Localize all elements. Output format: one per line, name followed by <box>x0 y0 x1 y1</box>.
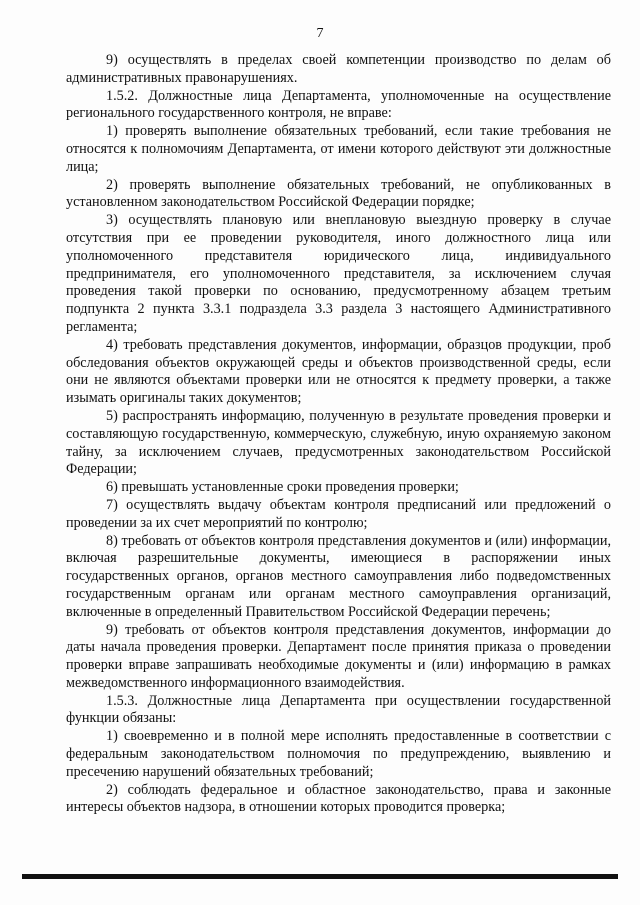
paragraph: 8) требовать от объектов контроля представления документов и (или) информации, включая разрешительные документы, имеющиеся в распоряжении иных государственных органов, органов местного самоуправления либо подведомственных государственным органам или органам местного самоуправления организаций, включенные в определенный Правительством Российской Федерации перечень; <box>66 532 611 620</box>
paragraph: 3) осуществлять плановую или внеплановую выездную проверку в случае отсутствия при ее проведении руководителя, иного должностного лица или уполномоченного представителя юридического лица, индивидуального предпринимателя, его уполномоченного представителя, за исключением случая проведения такой проверки по основанию, предусмотренному абзацем третьим подпункта 2 пункта 3.3.1 подраздела 3.3 раздела 3 настоящего Административного регламента; <box>66 212 611 335</box>
paragraph: 9) требовать от объектов контроля представления документов, информации до даты начала проведения проверки. Департамент после принятия приказа о проведении проверки вправе запрашивать необходимые документы и (или) информацию в рамках межведомственного информационного взаимодействия. <box>66 621 611 691</box>
paragraph: 1) своевременно и в полной мере исполнять предоставленные в соответствии с федеральным законодательством полномочия по предупреждению, выявлению и пресечению нарушений обязательных требований; <box>66 728 611 780</box>
paragraph: 7) осуществлять выдачу объектам контроля предписаний или предложений о проведении за их счет мероприятий по контролю; <box>66 496 611 531</box>
paragraph: 6) превышать установленные сроки проведения проверки; <box>106 479 459 496</box>
paragraph: 9) осуществлять в пределах своей компетенции производство по делам об административных правонарушениях. <box>66 52 611 86</box>
bottom-scan-bar <box>22 874 618 879</box>
page-number: 7 <box>316 26 324 41</box>
paragraph: 1.5.2. Должностные лица Департамента, уполномоченные на осуществление регионального государственного контроля, не вправе: <box>66 87 611 122</box>
document-body <box>66 52 611 817</box>
paragraph: 1.5.3. Должностные лица Департамента при осуществлении государственной функции обязаны: <box>66 692 611 727</box>
paragraph: 2) соблюдать федеральное и областное законодательство, права и законные интересы объектов надзора, в отношении которых проводится проверка; <box>66 781 611 816</box>
paragraph: 1) проверять выполнение обязательных требований, если такие требования не относятся к полномочиям Департамента, от имени которого действуют эти должностные лица; <box>66 123 611 175</box>
paragraph: 5) распространять информацию, полученную в результате проведения проверки и составляющую государственную, коммерческую, служебную, иную охраняемую законом тайну, за исключением случаев, предусмотренных законодательством Российской Федерации; <box>66 407 611 478</box>
paragraph: 4) требовать представления документов, информации, образцов продукции, проб обследования объектов окружающей среды и объектов производственной среды, если они не являются объектами проверки или не относятся к предмету проверки, а также изымать оригиналы таких документов; <box>66 336 611 407</box>
paragraph: 2) проверять выполнение обязательных требований, не опубликованных в установленном законодательством Российской Федерации порядке; <box>66 176 611 211</box>
